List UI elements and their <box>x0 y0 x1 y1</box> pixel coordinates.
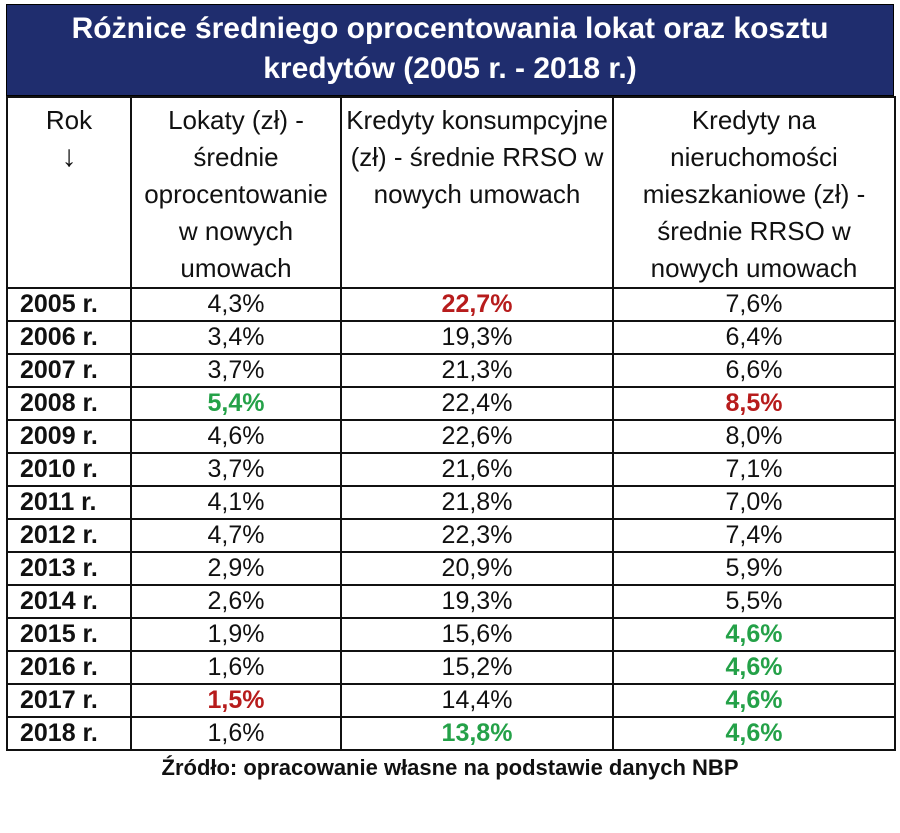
table-row <box>7 453 895 486</box>
arrow-down-icon: ↓ <box>61 140 77 173</box>
cell-consumer-loans: 19,3% <box>341 585 613 618</box>
data-table <box>6 96 896 751</box>
cell-deposits: 4,6% <box>131 420 341 453</box>
cell-year: 2016 r. <box>7 651 131 684</box>
cell-deposits: 2,9% <box>131 552 341 585</box>
cell-consumer-loans: 21,8% <box>341 486 613 519</box>
cell-consumer-loans: 14,4% <box>341 684 613 717</box>
table-row <box>7 585 895 618</box>
cell-mortgages: 4,6% <box>613 618 895 651</box>
cell-year: 2010 r. <box>7 453 131 486</box>
cell-year: 2006 r. <box>7 321 131 354</box>
cell-mortgages: 7,6% <box>613 288 895 321</box>
source-note: Źródło: opracowanie własne na podstawie danych NBP <box>161 755 739 780</box>
cell-deposits: 5,4% <box>131 387 341 420</box>
column-header-label: Rok <box>45 105 93 135</box>
table-row <box>7 552 895 585</box>
cell-mortgages: 5,9% <box>613 552 895 585</box>
cell-deposits: 1,6% <box>131 717 341 750</box>
cell-mortgages: 8,0% <box>613 420 895 453</box>
cell-mortgages: 6,6% <box>613 354 895 387</box>
cell-mortgages: 4,6% <box>613 717 895 750</box>
cell-mortgages: 7,0% <box>613 486 895 519</box>
cell-mortgages: 6,4% <box>613 321 895 354</box>
cell-mortgages: 7,4% <box>613 519 895 552</box>
cell-deposits: 4,3% <box>131 288 341 321</box>
cell-consumer-loans: 21,6% <box>341 453 613 486</box>
table-row <box>7 618 895 651</box>
table-row <box>7 651 895 684</box>
table-row <box>7 387 895 420</box>
cell-consumer-loans: 13,8% <box>341 717 613 750</box>
table-row <box>7 321 895 354</box>
cell-consumer-loans: 22,7% <box>341 288 613 321</box>
table-row <box>7 420 895 453</box>
cell-year: 2008 r. <box>7 387 131 420</box>
cell-mortgages: 5,5% <box>613 585 895 618</box>
cell-mortgages: 8,5% <box>613 387 895 420</box>
cell-deposits: 3,7% <box>131 354 341 387</box>
cell-deposits: 2,6% <box>131 585 341 618</box>
cell-year: 2014 r. <box>7 585 131 618</box>
column-header-year <box>7 97 131 288</box>
cell-deposits: 3,4% <box>131 321 341 354</box>
cell-year: 2005 r. <box>7 288 131 321</box>
cell-mortgages: 4,6% <box>613 651 895 684</box>
cell-consumer-loans: 15,2% <box>341 651 613 684</box>
cell-consumer-loans: 22,4% <box>341 387 613 420</box>
cell-deposits: 1,9% <box>131 618 341 651</box>
table-row <box>7 684 895 717</box>
cell-year: 2013 r. <box>7 552 131 585</box>
table-body <box>7 288 895 750</box>
table-title: Różnice średniego oprocentowania lokat oraz kosztu kredytów (2005 r. - 2018 r.) <box>6 4 894 96</box>
cell-consumer-loans: 20,9% <box>341 552 613 585</box>
cell-deposits: 1,6% <box>131 651 341 684</box>
column-header-deposits: Lokaty (zł) - średnie oprocentowanie w nowych umowach <box>131 97 341 288</box>
cell-mortgages: 7,1% <box>613 453 895 486</box>
cell-deposits: 4,1% <box>131 486 341 519</box>
column-header-mortgages: Kredyty na nieruchomości mieszkaniowe (zł) - średnie RRSO w nowych umowach <box>613 97 895 288</box>
cell-consumer-loans: 15,6% <box>341 618 613 651</box>
cell-year: 2017 r. <box>7 684 131 717</box>
cell-consumer-loans: 19,3% <box>341 321 613 354</box>
cell-year: 2018 r. <box>7 717 131 750</box>
cell-consumer-loans: 21,3% <box>341 354 613 387</box>
cell-mortgages: 4,6% <box>613 684 895 717</box>
column-header-consumer-loans: Kredyty konsumpcyjne (zł) - średnie RRSO w nowych umowach <box>341 97 613 288</box>
cell-deposits: 4,7% <box>131 519 341 552</box>
cell-consumer-loans: 22,6% <box>341 420 613 453</box>
cell-year: 2012 r. <box>7 519 131 552</box>
cell-year: 2007 r. <box>7 354 131 387</box>
cell-year: 2015 r. <box>7 618 131 651</box>
cell-deposits: 1,5% <box>131 684 341 717</box>
cell-deposits: 3,7% <box>131 453 341 486</box>
cell-year: 2009 r. <box>7 420 131 453</box>
header-row <box>7 97 895 288</box>
table-row <box>7 717 895 750</box>
table-row <box>7 519 895 552</box>
cell-year: 2011 r. <box>7 486 131 519</box>
table-row <box>7 486 895 519</box>
table-figure <box>6 4 894 781</box>
table-row <box>7 288 895 321</box>
table-row <box>7 354 895 387</box>
cell-consumer-loans: 22,3% <box>341 519 613 552</box>
